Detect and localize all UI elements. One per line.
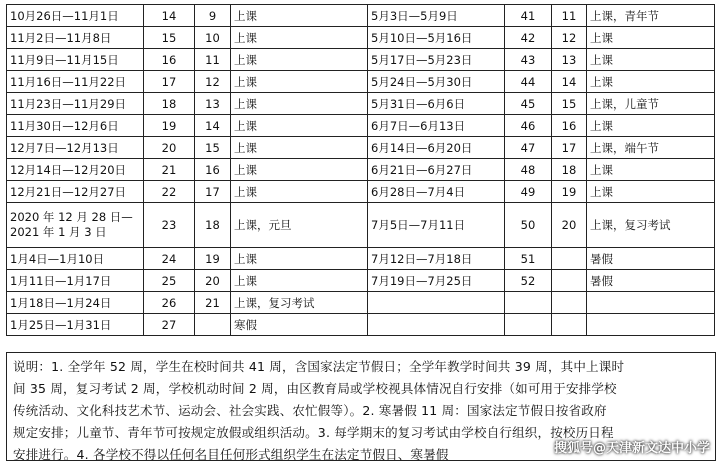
table-row — [7, 248, 715, 270]
cell-semester2 — [587, 314, 715, 336]
cell-semester1: 1月18日—1月24日 — [7, 292, 144, 314]
cell-semester1: 20 — [144, 137, 195, 159]
cell-semester2: 47 — [505, 137, 552, 159]
table-row — [7, 181, 715, 203]
table-row — [7, 159, 715, 181]
cell-semester2: 上课 — [587, 115, 715, 137]
cell-semester1: 18 — [195, 203, 231, 248]
cell-semester2: 5月3日—5月9日 — [368, 5, 505, 27]
cell-semester1: 上课 — [231, 159, 368, 181]
cell-semester2 — [505, 314, 552, 336]
notes-line: 规定安排；儿童节、青年节可按规定放假或组织活动。3. 每学期末的复习考试由学校自行组织，按校历日程 — [13, 425, 614, 440]
cell-semester1: 上课，元旦 — [231, 203, 368, 248]
cell-semester1: 上课 — [231, 49, 368, 71]
table-row — [7, 314, 715, 336]
cell-semester2: 上课，复习考试 — [587, 203, 715, 248]
cell-semester1: 1月25日—1月31日 — [7, 314, 144, 336]
cell-semester1: 11月9日—11月15日 — [7, 49, 144, 71]
cell-semester1: 12月21日—12月27日 — [7, 181, 144, 203]
table-row — [7, 49, 715, 71]
cell-semester2: 45 — [505, 93, 552, 115]
table-row — [7, 93, 715, 115]
cell-semester1: 23 — [144, 203, 195, 248]
cell-semester2: 7月12日—7月18日 — [368, 248, 505, 270]
notes-line: 传统活动、文化科技艺术节、运动会、社会实践、农忙假等）。2. 寒暑假 11 周：国家法定节假日按省政府 — [13, 403, 607, 418]
cell-semester2: 48 — [505, 159, 552, 181]
cell-semester1: 25 — [144, 270, 195, 292]
cell-semester1: 上课 — [231, 5, 368, 27]
table-row — [7, 71, 715, 93]
school-calendar-table — [6, 4, 715, 336]
notes-line: 说明：1. 全学年 52 周，学生在校时间共 41 周，含国家法定节假日；全学年教学时间共 39 周，其中上课时 — [13, 359, 625, 374]
cell-semester1: 1月4日—1月10日 — [7, 248, 144, 270]
cell-semester1: 26 — [144, 292, 195, 314]
cell-semester2: 19 — [552, 181, 587, 203]
cell-semester2: 15 — [552, 93, 587, 115]
cell-semester1: 11 — [195, 49, 231, 71]
cell-semester1: 12月7日—12月13日 — [7, 137, 144, 159]
cell-semester1: 27 — [144, 314, 195, 336]
cell-semester2: 20 — [552, 203, 587, 248]
cell-semester1: 17 — [144, 71, 195, 93]
cell-semester1: 寒假 — [231, 314, 368, 336]
cell-semester1: 上课 — [231, 270, 368, 292]
table-row — [7, 137, 715, 159]
table-row — [7, 270, 715, 292]
table-row — [7, 115, 715, 137]
cell-semester1: 11月23日—11月29日 — [7, 93, 144, 115]
cell-semester1: 11月2日—11月8日 — [7, 27, 144, 49]
cell-semester1: 上课 — [231, 93, 368, 115]
cell-semester1: 11月30日—12月6日 — [7, 115, 144, 137]
cell-semester2: 上课，儿童节 — [587, 93, 715, 115]
cell-semester2: 上课 — [587, 27, 715, 49]
cell-semester2: 18 — [552, 159, 587, 181]
cell-semester2: 12 — [552, 27, 587, 49]
cell-semester2: 16 — [552, 115, 587, 137]
cell-semester2: 上课 — [587, 71, 715, 93]
cell-semester1: 上课 — [231, 137, 368, 159]
cell-semester2: 6月28日—7月4日 — [368, 181, 505, 203]
watermark: 搜狐号@天津新文达中小学 — [553, 441, 710, 456]
cell-semester2: 51 — [505, 248, 552, 270]
cell-semester1: 14 — [195, 115, 231, 137]
cell-semester2: 14 — [552, 71, 587, 93]
cell-semester1: 11月16日—11月22日 — [7, 71, 144, 93]
cell-semester2: 暑假 — [587, 248, 715, 270]
cell-semester2: 42 — [505, 27, 552, 49]
cell-semester1: 13 — [195, 93, 231, 115]
cell-semester2: 5月31日—6月6日 — [368, 93, 505, 115]
cell-semester2: 上课，端午节 — [587, 137, 715, 159]
cell-semester2: 5月10日—5月16日 — [368, 27, 505, 49]
cell-semester1: 上课，复习考试 — [231, 292, 368, 314]
cell-semester2: 6月7日—6月13日 — [368, 115, 505, 137]
cell-semester1: 上课 — [231, 71, 368, 93]
cell-semester1: 21 — [195, 292, 231, 314]
cell-semester1: 1月11日—1月17日 — [7, 270, 144, 292]
cell-semester1 — [195, 314, 231, 336]
cell-semester2: 5月17日—5月23日 — [368, 49, 505, 71]
cell-semester2 — [552, 248, 587, 270]
cell-semester1: 21 — [144, 159, 195, 181]
cell-semester1: 20 — [195, 270, 231, 292]
table-row — [7, 5, 715, 27]
cell-semester2: 50 — [505, 203, 552, 248]
cell-semester2 — [587, 292, 715, 314]
table-row — [7, 292, 715, 314]
cell-semester1: 22 — [144, 181, 195, 203]
cell-semester2: 6月14日—6月20日 — [368, 137, 505, 159]
cell-semester1: 16 — [195, 159, 231, 181]
cell-semester2: 5月24日—5月30日 — [368, 71, 505, 93]
cell-semester2 — [368, 314, 505, 336]
cell-semester2: 11 — [552, 5, 587, 27]
cell-semester2 — [552, 292, 587, 314]
cell-semester1: 12 — [195, 71, 231, 93]
cell-semester1: 上课 — [231, 181, 368, 203]
cell-semester2: 7月5日—7月11日 — [368, 203, 505, 248]
cell-semester2: 17 — [552, 137, 587, 159]
cell-semester1: 上课 — [231, 27, 368, 49]
cell-semester1: 12月14日—12月20日 — [7, 159, 144, 181]
cell-semester2: 49 — [505, 181, 552, 203]
cell-semester1: 19 — [144, 115, 195, 137]
cell-semester2: 6月21日—6月27日 — [368, 159, 505, 181]
cell-semester2: 上课 — [587, 181, 715, 203]
cell-semester2: 上课，青年节 — [587, 5, 715, 27]
cell-semester1: 上课 — [231, 115, 368, 137]
notes-line: 安排进行。4. 各学校不得以任何名目任何形式组织学生在法定节假日、寒暑假 — [13, 447, 449, 461]
cell-semester1: 9 — [195, 5, 231, 27]
cell-semester1: 24 — [144, 248, 195, 270]
cell-semester2: 46 — [505, 115, 552, 137]
cell-semester2: 13 — [552, 49, 587, 71]
cell-semester2 — [368, 292, 505, 314]
table-row — [7, 203, 715, 248]
cell-semester2: 暑假 — [587, 270, 715, 292]
cell-semester1: 18 — [144, 93, 195, 115]
cell-semester2: 上课 — [587, 159, 715, 181]
cell-semester1: 上课 — [231, 248, 368, 270]
cell-semester2: 上课 — [587, 49, 715, 71]
table-row — [7, 27, 715, 49]
cell-semester2 — [552, 314, 587, 336]
cell-semester1: 14 — [144, 5, 195, 27]
cell-semester2 — [552, 270, 587, 292]
cell-semester1: 10月26日—11月1日 — [7, 5, 144, 27]
cell-semester2: 7月19日—7月25日 — [368, 270, 505, 292]
cell-semester1: 15 — [144, 27, 195, 49]
cell-semester2 — [505, 292, 552, 314]
cell-semester1: 10 — [195, 27, 231, 49]
cell-semester2: 44 — [505, 71, 552, 93]
cell-semester2: 43 — [505, 49, 552, 71]
cell-semester2: 52 — [505, 270, 552, 292]
cell-semester1: 19 — [195, 248, 231, 270]
cell-semester1: 17 — [195, 181, 231, 203]
cell-semester2: 41 — [505, 5, 552, 27]
notes-line: 间 35 周，复习考试 2 周，学校机动时间 2 周，由区教育局或学校视具体情况自行安排（如可用于安排学校 — [13, 381, 617, 396]
cell-semester1: 16 — [144, 49, 195, 71]
cell-semester1: 2020 年 12 月 28 日— 2021 年 1 月 3 日 — [7, 203, 144, 248]
cell-semester1: 15 — [195, 137, 231, 159]
